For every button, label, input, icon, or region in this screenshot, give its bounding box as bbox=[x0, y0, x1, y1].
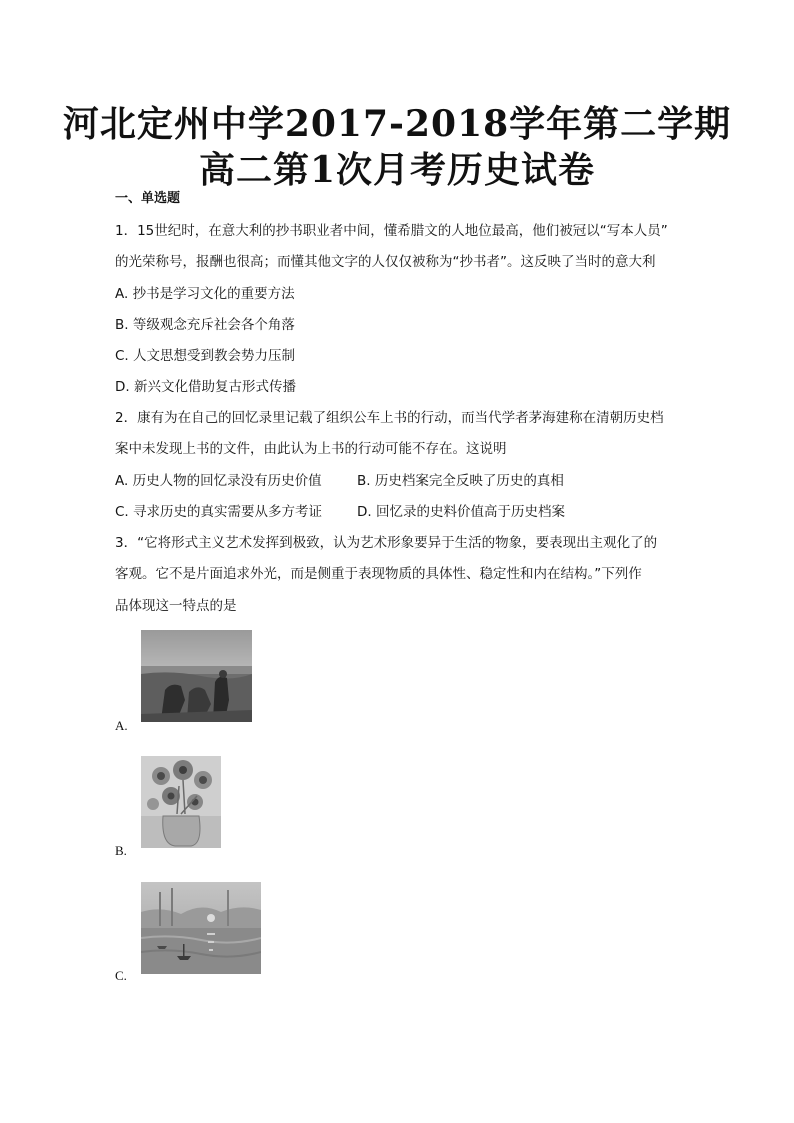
q1-stem-line1: 1．15世纪时，在意大利的抄书职业者中间，懂希腊文的人地位最高，他们被冠以“写本人员” bbox=[115, 223, 668, 239]
q2-stem-line1: 2．康有为在自己的回忆录里记载了组织公车上书的行动，而当代学者茅海建称在清朝历史档 bbox=[115, 410, 664, 426]
q3-option-b: B. bbox=[115, 843, 127, 858]
q2-option-d: D. 回忆录的史料价值高于历史档案 bbox=[357, 504, 565, 520]
q3-option-c: C. bbox=[115, 968, 127, 983]
q1-option-a: A. 抄书是学习文化的重要方法 bbox=[115, 286, 295, 302]
q1-option-c: C. 人文思想受到教会势力压制 bbox=[115, 348, 296, 364]
q3-stem-line2: 客观。它不是片面追求外光，而是侧重于表现物质的具体性、稳定性和内在结构。”下列作 bbox=[115, 566, 642, 582]
exam-title-line1: 河北定州中学2017-2018学年第二学期 bbox=[62, 103, 732, 145]
q2-stem-line2: 案中未发现上书的文件，由此认为上书的行动可能不存在。这说明 bbox=[115, 441, 507, 457]
q1-stem-line2: 的光荣称号，报酬也很高；而懂其他文字的人仅仅被称为“抄书者”。这反映了当时的意大利 bbox=[115, 254, 656, 270]
q2-option-b: B. 历史档案完全反映了历史的真相 bbox=[357, 473, 564, 489]
q1-option-d: D. 新兴文化借助复古形式传播 bbox=[115, 379, 296, 395]
q2-option-c: C. 寻求历史的真实需要从多方考证 bbox=[115, 504, 323, 520]
q2-option-a: A. 历史人物的回忆录没有历史价值 bbox=[115, 473, 322, 489]
section-heading: 一、单选题 bbox=[115, 191, 181, 206]
q3-stem-line3: 品体现这一特点的是 bbox=[115, 598, 237, 614]
q1-option-b: B. 等级观念充斥社会各个角落 bbox=[115, 317, 295, 333]
painting-gleaners-image bbox=[141, 630, 252, 722]
exam-title-line2: 高二第1次月考历史试卷 bbox=[198, 149, 596, 191]
painting-sunflowers-image bbox=[141, 756, 221, 848]
q3-option-a: A. bbox=[115, 718, 128, 733]
painting-impression-sunrise-image bbox=[141, 882, 261, 974]
q3-stem-line1: 3．“它将形式主义艺术发挥到极致，认为艺术形象要异于生活的物象，要表现出主观化了的 bbox=[115, 535, 658, 551]
